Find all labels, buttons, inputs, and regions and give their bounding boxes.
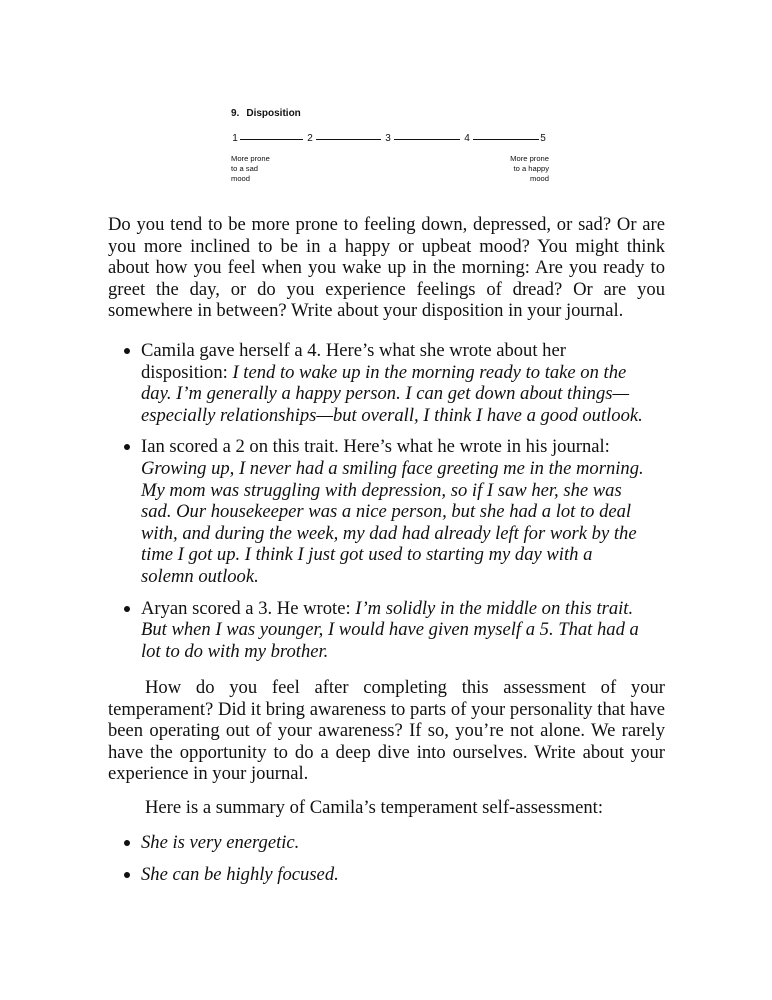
scale-title-text: Disposition [246,108,301,119]
anchor-line: to a happy [513,164,549,173]
list-item [108,340,648,426]
anchor-line: More prone [231,154,270,163]
scale-line [231,133,547,145]
scale-segment [394,139,460,140]
list-item: She can be highly focused. [108,864,648,886]
examples-list [108,340,648,672]
example-quote: I tend to wake up in the morning ready to take on the day. I’m generally a happy person. I can get down about things—especially relationships—but overall, I think I have a good outlook. [141,361,643,426]
anchor-line: mood [530,174,549,183]
scale-left-anchor [231,154,291,184]
example-intro: Ian scored a 2 on this trait. Here’s what he wrote in his journal: [141,436,610,458]
scale-segment [316,139,381,140]
scale-right-anchor [489,154,549,184]
anchor-line: mood [231,174,250,183]
summary-intro-paragraph: Here is a summary of Camila’s temperament self-assessment: [145,797,603,818]
list-item [108,436,648,587]
scale-segment [240,139,303,140]
scale-number: 9. [231,108,240,119]
reflection-paragraph: How do you feel after completing this assessment of your temperament? Did it bring awareness to parts of your personality that have been operating out of your awareness? If so, you’re not alone. We rarely have the opportunity to do a deep dive into ourselves. Write about your experience in your journal. [108,677,665,785]
scale-point-2: 2 [307,133,313,144]
anchor-line: More prone [510,154,549,163]
scale-title [231,108,301,119]
disposition-scale-figure [231,108,549,190]
scale-segment [473,139,539,140]
example-quote: Growing up, I never had a smiling face greeting me in the morning. My mom was struggling with depression, so if I saw her, she was sad. Our housekeeper was a nice person, but she had a lot to deal with, and during the week, my dad had already left for work by the time I got up. I think I just got used to starting my day with a solemn outlook. [141,457,644,587]
list-item [108,598,648,663]
scale-point-3: 3 [385,133,391,144]
intro-paragraph: Do you tend to be more prone to feeling down, depressed, or sad? Or are you more inclined to be in a happy or upbeat mood? You might think about how you feel when you wake up in the morning: Are you ready to greet the day, or do you experience feelings of dread? Or are you somewhere in between? Write about your disposition in your journal. [108,214,665,322]
example-intro: Aryan scored a 3. He wrote: [141,597,356,619]
scale-point-1: 1 [232,133,238,144]
scale-point-4: 4 [464,133,470,144]
list-item: She is very energetic. [108,832,648,854]
summary-list [108,832,648,895]
example-quote: I’m solidly in the middle on this trait. But when I was younger, I would have given myself a 5. That had a lot to do with my brother. [141,597,639,662]
example-intro: Camila gave herself a 4. Here’s what she wrote about her disposition: [141,340,566,383]
scale-point-5: 5 [540,133,546,144]
anchor-line: to a sad [231,164,259,173]
